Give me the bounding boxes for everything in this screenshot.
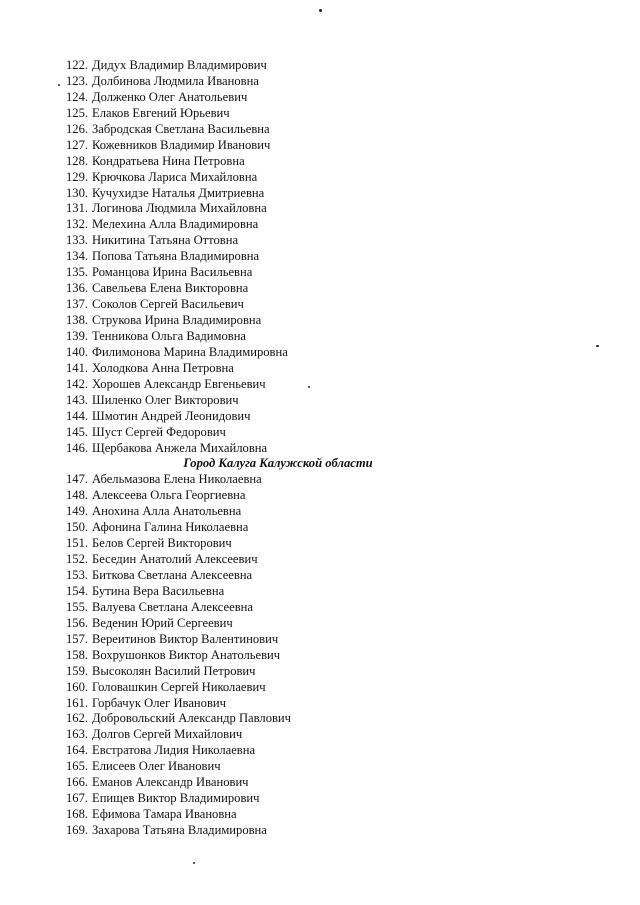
list-item: 150. Афонина Галина Николаевна	[66, 520, 249, 535]
list-item: 154. Бутина Вера Васильевна	[66, 583, 225, 598]
list-item: 151. Белов Сергей Викторович	[66, 536, 232, 551]
list-item: 128. Кондратьева Нина Петровна	[66, 153, 245, 168]
list-item: 141. Холодкова Анна Петровна	[66, 360, 234, 375]
list-item: 148. Алексеева Ольга Георгиевна	[66, 488, 246, 503]
list-item: 147. Абельмазова Елена Николаевна	[66, 472, 262, 487]
list-item: 158. Вохрушонков Виктор Анатольевич	[66, 647, 281, 662]
list-item: 156. Веденин Юрий Сергеевич	[66, 615, 233, 630]
list-item: 160. Головашкин Сергей Николаевич	[66, 679, 266, 694]
list-item: 162. Добровольский Александр Павлович	[66, 711, 292, 726]
list-item: 166. Еманов Александр Иванович	[66, 775, 249, 790]
list-item: 143. Шиленко Олег Викторович	[66, 392, 239, 407]
list-item: 164. Евстратова Лидия Николаевна	[66, 743, 256, 758]
list-item: 146. Щербакова Анжела Михайловна	[66, 440, 268, 455]
list-item: 142. Хорошев Александр Евгеньевич	[66, 376, 266, 391]
list-item: 149. Анохина Алла Анатольевна	[66, 504, 242, 519]
list-item: 168. Ефимова Тамара Ивановна	[66, 807, 237, 822]
list-item: 167. Епищев Виктор Владимирович	[66, 791, 260, 806]
list-item: 127. Кожевников Владимир Иванович	[66, 137, 271, 152]
section-heading: Город Калуга Калужской области	[183, 456, 373, 471]
list-item: 155. Валуева Светлана Алексеевна	[66, 599, 254, 614]
list-item: 125. Елаков Евгений Юрьевич	[66, 105, 230, 120]
list-item: 163. Долгов Сергей Михайлович	[66, 727, 243, 742]
list-item: 131. Логинова Людмила Михайловна	[66, 201, 267, 216]
list-item: 126. Забродская Светлана Васильевна	[66, 121, 270, 136]
list-item: 135. Романцова Ирина Васильевна	[66, 265, 253, 280]
name-list	[66, 58, 586, 839]
list-item: 161. Горбачук Олег Иванович	[66, 695, 226, 710]
scan-speck	[596, 345, 599, 347]
list-item: 130. Кучухидзе Наталья Дмитриевна	[66, 185, 265, 200]
list-item: 124. Долженко Олег Анатольевич	[66, 89, 248, 104]
list-item: 169. Захарова Татьяна Владимировна	[66, 823, 267, 837]
list-item: 136. Савельева Елена Викторовна	[66, 281, 249, 296]
scan-speck	[193, 862, 195, 864]
list-item: 122. Дидух Владимир Владимирович	[66, 58, 267, 72]
list-item: 123. Долбинова Людмила Ивановна	[66, 73, 259, 88]
list-item: 132. Мелехина Алла Владимировна	[66, 217, 259, 232]
list-item: 145. Шуст Сергей Федорович	[66, 424, 226, 439]
scan-speck	[58, 84, 60, 86]
list-item: 129. Крючкова Лариса Михайловна	[66, 169, 258, 184]
list-item: 144. Шмотин Андрей Леонидович	[66, 408, 251, 423]
scan-speck	[319, 9, 322, 12]
list-item: 153. Биткова Светлана Алексеевна	[66, 568, 253, 582]
list-item: 137. Соколов Сергей Васильевич	[66, 297, 244, 312]
list-item: 165. Елисеев Олег Иванович	[66, 759, 221, 774]
list-item: 133. Никитина Татьяна Оттовна	[66, 233, 239, 248]
list-item: 138. Струкова Ирина Владимировна	[66, 313, 262, 327]
list-item: 140. Филимонова Марина Владимировна	[66, 344, 288, 359]
list-item: 159. Высоколян Василий Петрович	[66, 663, 256, 678]
list-item: 157. Вереитинов Виктор Валентинович	[66, 631, 279, 646]
list-item: 139. Тенникова Ольга Вадимовна	[66, 328, 247, 343]
list-item: 152. Беседин Анатолий Алексеевич	[66, 552, 258, 567]
list-item: 134. Попова Татьяна Владимировна	[66, 249, 260, 264]
